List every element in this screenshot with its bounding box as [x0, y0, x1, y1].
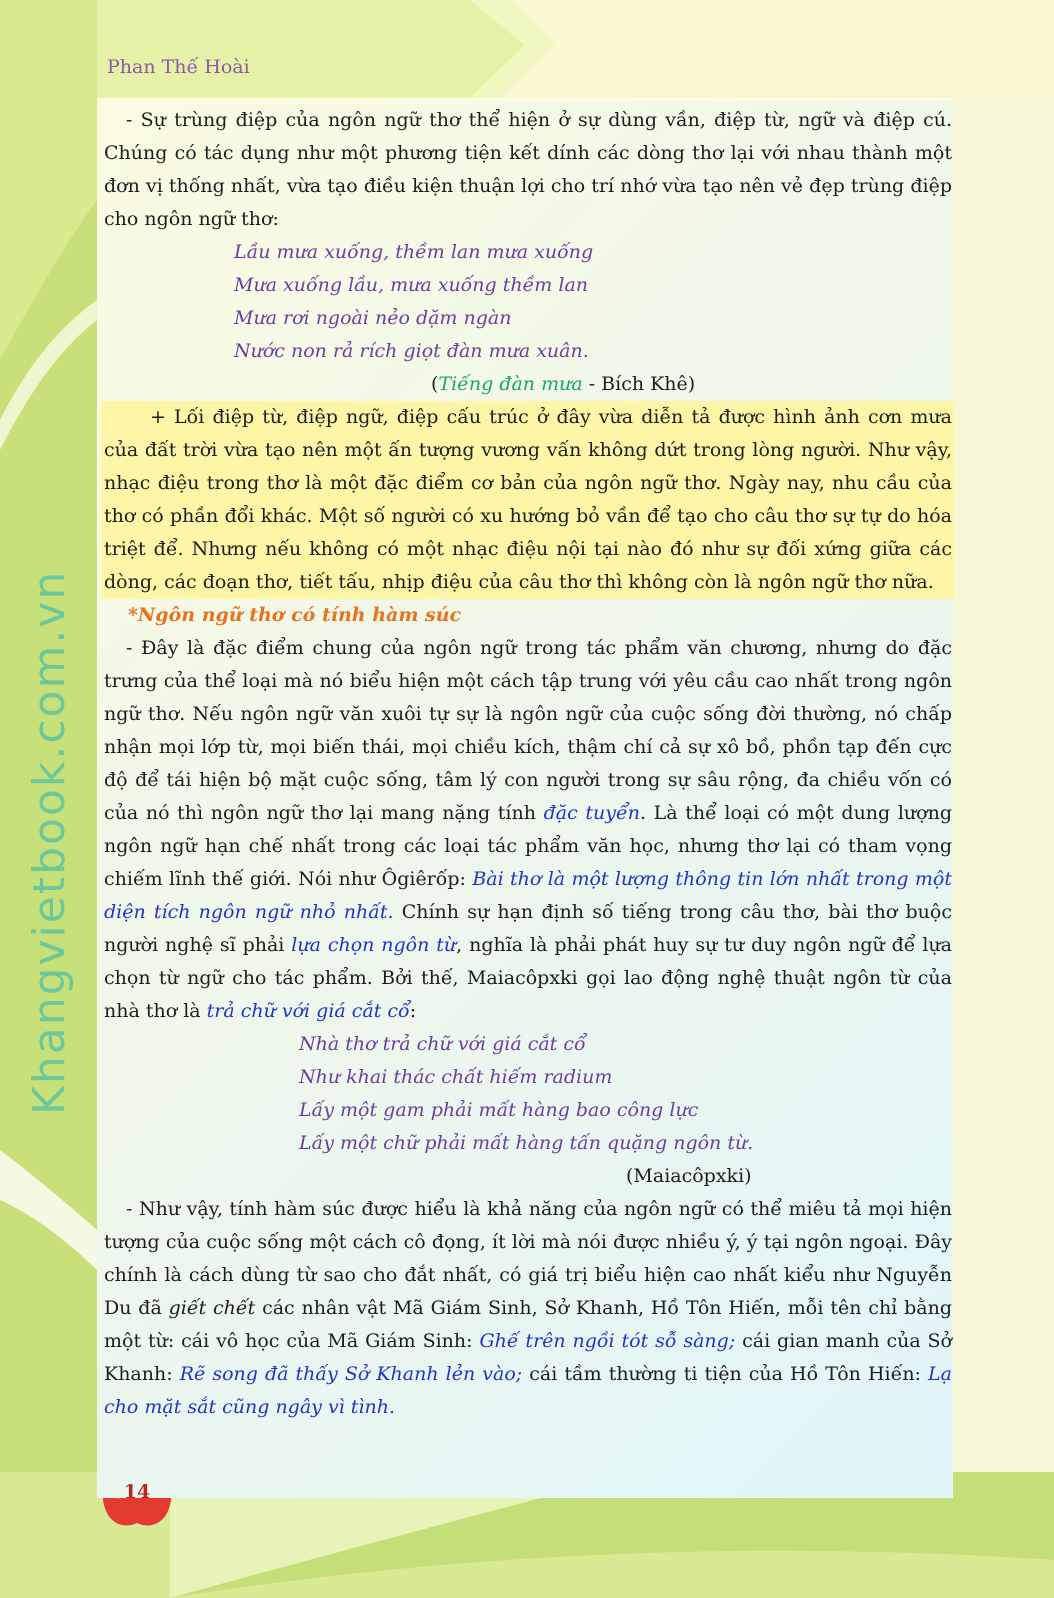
text-run: - Như vậy, tính hàm súc được hiểu là khả năng của ngôn ngữ có thể miêu tả mọi hiện tượng của cuộc sống một cách cô đọng, ít lời mà nói được nhiều ý, ý tại ngôn ngoại. Đây chính là cách dùng từ sao cho đắt nhất, có giá trị biểu hiện cao nhất kiểu như Nguyễn Du đã: [104, 1198, 952, 1319]
poem-line: Như khai thác chất hiếm radium: [299, 1066, 613, 1088]
citation-author: - Bích Khê): [582, 373, 696, 395]
poem-line: Mưa xuống lầu, mưa xuống thềm lan: [234, 274, 589, 296]
emphasis-text: giết chết: [168, 1297, 256, 1319]
emphasis-text: trả chữ với giá cắt cổ: [206, 1000, 410, 1022]
emphasis-text: đặc tuyển: [543, 802, 640, 824]
paragraph-3: [104, 632, 952, 1028]
emphasis-text: Bài thơ là một lượng thông tin lớn nhất trong một diện tích ngôn ngữ nhỏ nhất.: [104, 868, 952, 923]
side-watermark: Khangvietbook.com.vn: [24, 569, 75, 1115]
text-run: Chính sự hạn định số tiếng trong câu thơ, bài thơ buộc người nghệ sĩ phải: [104, 901, 952, 956]
paragraph-2-highlighted: + Lối điệp từ, điệp ngữ, điệp cấu trúc ở đây vừa diễn tả được hình ảnh cơn mưa của đất trời vừa tạo nên một ấn tượng vương vấn không dứt trong lòng người. Như vậy, nhạc điệu trong thơ là một đặc điểm cơ bản của ngôn ngữ thơ. Ngày nay, nhu cầu của thơ có phần đổi khác. Một số người có xu hướng bỏ vần để tạo cho câu thơ sự tự do hóa triệt để. Nhưng nếu không có một nhạc điệu nội tại nào đó như sự đối xứng giữa các dòng, các đoạn thơ, tiết tấu, nhịp điệu của câu thơ thì không còn là ngôn ngữ thơ nữa.: [101, 401, 955, 599]
paragraph-4: [104, 1193, 952, 1424]
quote-text: Ghế trên ngồi tót sỗ sàng;: [479, 1330, 736, 1352]
header-author: Phan Thế Hoài: [107, 56, 250, 78]
page-body: [104, 104, 952, 1424]
citation-1: [104, 368, 952, 401]
poem-line: Nước non rả rích giọt đàn mưa xuân.: [234, 340, 589, 362]
poem-1: [104, 236, 952, 368]
text-run: cái gian manh của Sở Khanh:: [104, 1330, 952, 1385]
poem-line: Mưa rơi ngoài nẻo dặm ngàn: [234, 307, 512, 329]
poem-2: [104, 1028, 952, 1160]
quote-text: Rẽ song đã thấy Sở Khanh lẻn vào;: [179, 1363, 523, 1385]
text-run: cái tầm thường ti tiện của Hồ Tôn Hiến:: [522, 1363, 929, 1385]
text-run: , nghĩa là phải phát huy sự tư duy ngôn ngữ để lựa chọn từ ngữ cho tác phẩm. Bởi thế, Maiacôpxki gọi lao động nghệ thuật ngôn từ của nhà thơ là: [104, 934, 953, 1022]
emphasis-text: lựa chọn ngôn từ: [291, 934, 457, 956]
poem-line: Nhà thơ trả chữ với giá cắt cổ: [299, 1033, 586, 1055]
text-run: . Là thể loại có một dung lượng ngôn ngữ hạn chế nhất trong các loại tác phẩm văn học, nhưng thơ lại có tham vọng chiếm lĩnh thế giới. Nói như Ôgiêrốp:: [104, 802, 953, 890]
poem-line: Lầu mưa xuống, thềm lan mưa xuống: [234, 241, 594, 263]
paragraph-1: - Sự trùng điệp của ngôn ngữ thơ thể hiện ở sự dùng vần, điệp từ, ngữ và điệp cú. Chúng có tác dụng như một phương tiện kết dính các dòng thơ lại với nhau thành một đơn vị thống nhất, vừa tạo điều kiện thuận lợi cho trí nhớ vừa tạo nên vẻ đẹp trùng điệp cho ngôn ngữ thơ:: [104, 109, 952, 230]
section-heading: *Ngôn ngữ thơ có tính hàm súc: [128, 604, 462, 626]
citation-2: (Maiacôpxki): [626, 1165, 752, 1187]
text-run: các nhân vật Mã Giám Sinh, Sở Khanh, Hồ Tôn Hiến, mỗi tên chỉ bằng một từ: cái vô học của Mã Giám Sinh:: [104, 1297, 952, 1352]
page-number: 14: [123, 1481, 151, 1503]
poem-line: Lấy một chữ phải mất hàng tấn quặng ngôn từ.: [299, 1132, 754, 1154]
text-run: :: [409, 1000, 417, 1022]
text-run: - Đây là đặc điểm chung của ngôn ngữ trong tác phẩm văn chương, nhưng do đặc trưng của thể loại mà nó biểu hiện một cách tập trung với yêu cầu cao nhất trong ngôn ngữ thơ. Nếu ngôn ngữ văn xuôi tự sự là ngôn ngữ của cuộc sống đời thường, nó chấp nhận mọi lớp từ, mọi biến thái, mọi chiều kích, thậm chí cả sự xô bồ, phồn tạp đến cực độ để tái hiện bộ mặt cuộc sống, tâm lý con người trong sự sâu rộng, đa chiều vốn có của nó thì ngôn ngữ thơ lại mang nặng tính: [104, 637, 952, 824]
citation-work-title: Tiếng đàn mưa: [438, 373, 583, 395]
citation-open: (: [431, 373, 439, 395]
poem-line: Lấy một gam phải mất hàng bao công lực: [299, 1099, 699, 1121]
quote-text: Lạ cho mặt sắt cũng ngây vì tình.: [104, 1363, 952, 1418]
